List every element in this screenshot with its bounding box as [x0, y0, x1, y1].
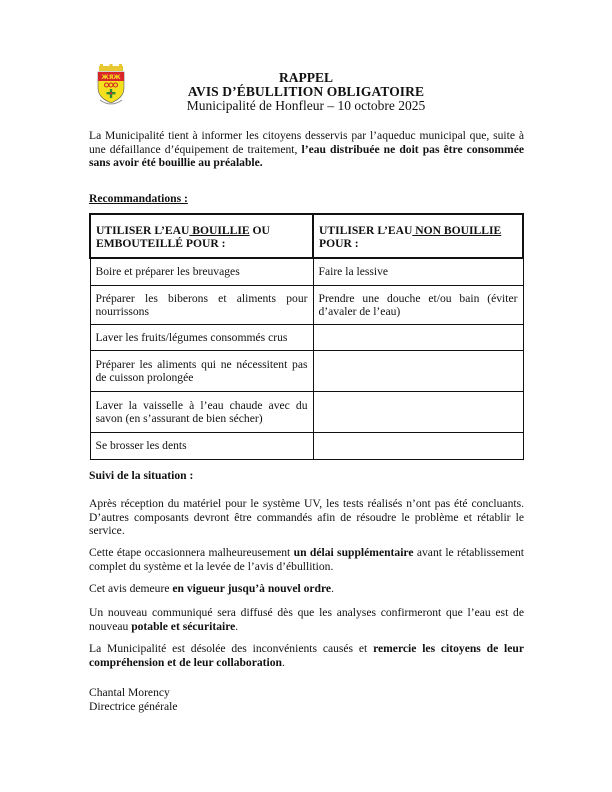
- notice-title: AVIS D’ÉBULLITION OBLIGATOIRE: [187, 84, 425, 99]
- table-row: [90, 286, 523, 325]
- intro-warning: l’eau distribuée ne doit pas être consommée sans avoir été bouillie au préalable.: [89, 142, 524, 170]
- followup-paragraph-2: Cette étape occasionnera malheureusement un délai supplémentaire avant le rétablissement complet du système et la levée de l’avis d’ébullition.: [89, 546, 524, 573]
- followup-paragraph-5: La Municipalité est désolée des inconvénients causés et remercie les citoyens de leur compréhension et de leur collaboration.: [89, 642, 524, 669]
- followup-paragraph-3: Cet avis demeure en vigueur jusqu’à nouvel ordre.: [89, 582, 334, 595]
- header-unboiled: UTILISER L’EAU NON BOUILLIE POUR :: [313, 214, 523, 258]
- cell-boiled: Préparer les aliments qui ne nécessitent pas de cuisson prolongée: [90, 351, 313, 392]
- table-row: [90, 351, 523, 392]
- table-row: [90, 258, 523, 286]
- signatory-role: Directrice générale: [89, 699, 178, 713]
- cell-boiled: Laver la vaisselle à l’eau chaude avec du savon (en s’assurant de bien sécher): [90, 392, 313, 433]
- signatory-name: Chantal Morency: [89, 686, 170, 699]
- intro-paragraph: La Municipalité tient à informer les citoyens desservis par l’aqueduc municipal que, suite à une défaillance d’équipement de traitement, l’eau distribuée ne doit pas être consommée sans avoir été bouillie au préalable.: [89, 129, 524, 170]
- followup-title: Suivi de la situation :: [89, 469, 194, 482]
- table-row: [90, 392, 523, 433]
- svg-text:ЖЯЖ: ЖЯЖ: [101, 74, 121, 81]
- table-header-row: [90, 214, 523, 258]
- followup-paragraph-1: Après réception du matériel pour le système UV, les tests réalisés n’ont pas été concluants. D’autres composants devront être commandés afin de résoudre le problème et rétablir le service.: [89, 497, 524, 538]
- recommendations-table: [89, 213, 524, 460]
- table-row: [90, 325, 523, 351]
- table-row: [90, 433, 523, 460]
- signature-block: [89, 686, 178, 713]
- cell-boiled: Préparer les biberons et aliments pour nourrissons: [90, 286, 313, 325]
- cell-boiled: Boire et préparer les breuvages: [90, 258, 313, 286]
- cell-unboiled: [313, 351, 523, 392]
- recommendations-title: Recommandations :: [89, 192, 188, 205]
- followup-paragraph-4: Un nouveau communiqué sera diffusé dès que les analyses confirmeront que l’eau est de nouveau potable et sécuritaire.: [89, 606, 524, 633]
- notice-header: [130, 71, 482, 113]
- cell-unboiled: Faire la lessive: [313, 258, 523, 286]
- cell-boiled: Laver les fruits/légumes consommés crus: [90, 325, 313, 351]
- cell-unboiled: [313, 433, 523, 460]
- cell-unboiled: [313, 392, 523, 433]
- notice-subtitle: Municipalité de Honfleur – 10 octobre 2025: [186, 98, 426, 113]
- cell-unboiled: [313, 325, 523, 351]
- cell-boiled: Se brosser les dents: [90, 433, 313, 460]
- header-boiled: UTILISER L’EAU BOUILLIE OU EMBOUTEILLÉ POUR :: [90, 214, 313, 258]
- coat-of-arms-icon: [96, 64, 126, 106]
- cell-unboiled: Prendre une douche et/ou bain (éviter d’avaler de l’eau): [313, 286, 523, 325]
- notice-kicker: RAPPEL: [279, 70, 333, 85]
